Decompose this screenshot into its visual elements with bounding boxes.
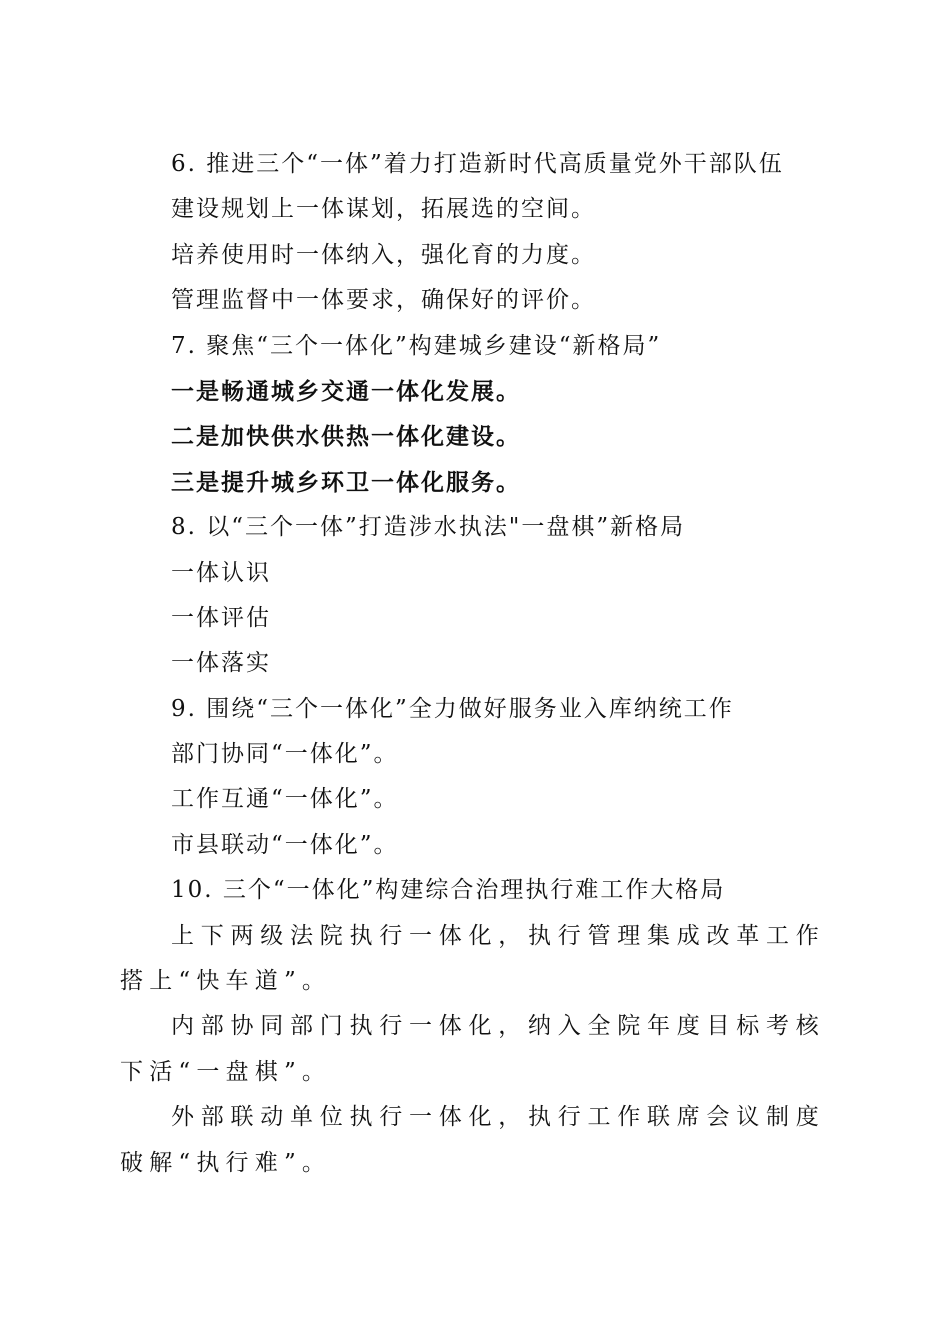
section-8-item: 一体评估	[171, 604, 271, 631]
section-heading-7: 7. 聚焦“三个一体化”构建城乡建设“新格局”	[171, 332, 662, 359]
section-8-item: 一体落实	[171, 650, 271, 677]
section-10-paragraph: 内部协同部门执行一体化，纳入全院年度目标考核下活“一盘棋”。	[120, 1013, 825, 1085]
section-8-item: 一体认识	[171, 559, 271, 586]
section-6-item: 管理监督中一体要求，确保好的评价。	[171, 287, 596, 314]
section-6-item: 培养使用时一体纳入，强化育的力度。	[171, 241, 596, 268]
section-9-item: 部门协同“一体化”。	[171, 741, 399, 768]
section-7-item: 二是加快供水供热一体化建设。	[171, 423, 521, 451]
section-9-item: 市县联动“一体化”。	[171, 831, 399, 858]
section-heading-8: 8. 以“三个一体”打造涉水执法"一盘棋”新格局	[171, 514, 686, 541]
section-heading-10: 10. 三个“一体化”构建综合治理执行难工作大格局	[171, 877, 726, 904]
section-heading-6: 6. 推进三个“一体”着力打造新时代高质量党外干部队伍	[171, 151, 784, 177]
section-heading-9: 9. 围绕“三个一体化”全力做好服务业入库纳统工作	[171, 695, 734, 722]
section-10-paragraph: 上下两级法院执行一体化，执行管理集成改革工作搭上“快车道”。	[120, 922, 825, 995]
section-7-item: 一是畅通城乡交通一体化发展。	[171, 377, 521, 405]
section-6-item: 建设规划上一体谋划，拓展选的空间。	[171, 196, 596, 223]
section-9-item: 工作互通“一体化”。	[171, 786, 399, 813]
section-10-paragraph: 外部联动单位执行一体化，执行工作联席会议制度破解“执行难”。	[120, 1104, 825, 1176]
document-body	[120, 142, 825, 1186]
section-7-item: 三是提升城乡环卫一体化服务。	[171, 468, 521, 496]
